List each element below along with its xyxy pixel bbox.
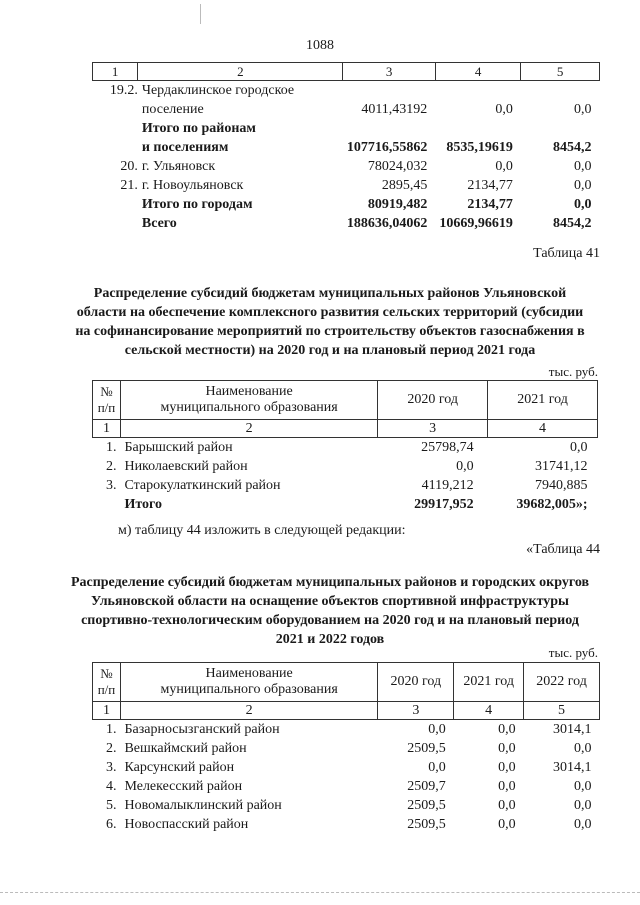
row-name-line: Всего (141, 216, 177, 231)
row-name: Новомалыклинский район (124, 798, 282, 813)
column-number-row (93, 63, 600, 81)
column-number: 5 (521, 63, 600, 81)
value-col-5: 0,0 (574, 178, 592, 193)
row-name-line: и поселениям (141, 140, 229, 155)
table-44-header-row (93, 663, 600, 702)
value-2021: 0,0 (498, 722, 516, 737)
value-2020: 2509,5 (407, 817, 446, 832)
row-name (138, 157, 343, 176)
column-number: 3 (343, 63, 436, 81)
row-number (93, 195, 138, 214)
row-number: 5. (105, 798, 117, 813)
column-number: 2 (120, 420, 377, 438)
total-row (93, 495, 598, 514)
table-row (93, 438, 598, 458)
row-number (93, 214, 138, 233)
row-name: Карсунский район (124, 760, 235, 775)
header-name (120, 381, 377, 420)
table-row (93, 176, 600, 195)
row-number: 2. (105, 741, 117, 756)
table-row (93, 796, 600, 815)
column-number: 4 (488, 420, 598, 438)
value-2020: 2509,5 (407, 741, 446, 756)
header-year-2022: 2022 год (524, 663, 600, 702)
table-41-label: Таблица 41 (533, 246, 600, 261)
table-44 (92, 662, 600, 834)
table-44-title: Распределение субсидий бюджетам муниципальных районов и городских округов Ульяновской области на оснащение объектов спортивной инфраструктуры спортивно-технологическим оборудованием на 2020 год и на плановый период 2021 и 2022 годов (70, 575, 590, 647)
row-number (93, 119, 138, 157)
row-name (138, 81, 343, 120)
table-44-label: «Таблица 44 (526, 542, 600, 557)
value-col-4: 0,0 (495, 159, 513, 174)
value-2020: 2509,7 (407, 779, 446, 794)
header-name-line: Наименование (205, 666, 293, 681)
value-2020: 0,0 (456, 459, 474, 474)
row-name-line: Чердаклинское городское (141, 83, 295, 98)
row-number: 20. (120, 159, 138, 174)
total-row (93, 119, 600, 157)
column-number: 3 (378, 420, 488, 438)
column-number: 2 (120, 702, 377, 720)
header-year-2020: 2020 год (378, 663, 454, 702)
table-41-header-row (93, 381, 598, 420)
header-no: № п/п (93, 381, 121, 420)
value-2020: 2509,5 (407, 798, 446, 813)
row-name: Мелекесский район (124, 779, 243, 794)
value-2022: 0,0 (574, 817, 592, 832)
value-col-4: 2134,77 (467, 197, 513, 212)
value-col-4: 8535,19619 (446, 140, 513, 155)
value-2021: 0,0 (498, 779, 516, 794)
value-2021: 0,0 (570, 440, 588, 455)
value-2021: 31741,12 (535, 459, 588, 474)
column-number-row (93, 420, 598, 438)
value-2020: 0,0 (428, 722, 446, 737)
value-2021: 0,0 (498, 741, 516, 756)
value-2021: 0,0 (498, 760, 516, 775)
continuation-table (92, 62, 600, 233)
value-2021: 0,0 (498, 798, 516, 813)
value-col-5: 0,0 (574, 197, 592, 212)
row-name-line: Итого по районам (141, 121, 256, 136)
row-name: Барышский район (124, 440, 233, 455)
value-col-4: 10669,96619 (439, 216, 513, 231)
header-year-2021: 2021 год (488, 381, 598, 420)
value-2022: 3014,1 (553, 722, 592, 737)
value-col-5: 0,0 (574, 102, 592, 117)
table-row (93, 815, 600, 834)
row-name (138, 195, 343, 214)
value-col-5: 0,0 (574, 159, 592, 174)
value-col-3: 188636,04062 (346, 216, 428, 231)
row-name-line: г. Ульяновск (141, 159, 216, 174)
table-41 (92, 380, 598, 514)
column-number: 1 (93, 420, 121, 438)
value-col-3: 4011,43192 (361, 102, 428, 117)
header-year-2021: 2021 год (454, 663, 524, 702)
value-2021: 7940,885 (535, 478, 588, 493)
row-number: 3. (105, 760, 117, 775)
value-col-4: 2134,77 (467, 178, 513, 193)
header-name-line: Наименование (205, 384, 293, 399)
value-col-3: 80919,482 (367, 197, 428, 212)
value-2021: 39682,005»; (516, 497, 588, 512)
column-number: 4 (435, 63, 521, 81)
value-col-5: 8454,2 (553, 140, 592, 155)
row-number: 6. (105, 817, 117, 832)
row-number: 3. (105, 478, 117, 493)
value-col-3: 107716,55862 (346, 140, 428, 155)
row-name: Базарносызганский район (124, 722, 280, 737)
table-row (93, 476, 598, 495)
table-44-units: тыс. руб. (548, 645, 598, 660)
row-number: 21. (120, 178, 138, 193)
column-number: 1 (93, 63, 138, 81)
total-row (93, 214, 600, 233)
table-row (93, 758, 600, 777)
header-name-line: муниципального образования (160, 400, 338, 415)
scan-mark (200, 4, 202, 24)
column-number-row (93, 702, 600, 720)
table-row (93, 739, 600, 758)
row-name-line: Итого по городам (141, 197, 253, 212)
value-col-5: 8454,2 (553, 216, 592, 231)
row-name: Старокулаткинский район (124, 478, 281, 493)
table-row (93, 457, 598, 476)
header-no: № п/п (93, 663, 121, 702)
row-name: Вешкаймский район (124, 741, 247, 756)
row-name: Николаевский район (124, 459, 248, 474)
value-2022: 0,0 (574, 798, 592, 813)
header-name-line: муниципального образования (160, 682, 338, 697)
table-row (93, 720, 600, 740)
amendment-paragraph: м) таблицу 44 изложить в следующей редакции: (118, 523, 406, 538)
value-2022: 0,0 (574, 741, 592, 756)
table-41-body (93, 438, 598, 515)
row-name (138, 176, 343, 195)
column-number: 2 (138, 63, 343, 81)
continuation-table-body (93, 81, 600, 234)
table-41-units: тыс. руб. (548, 364, 598, 379)
table-row (93, 81, 600, 120)
row-name: Новоспасский район (124, 817, 249, 832)
header-year-2020: 2020 год (378, 381, 488, 420)
column-number: 5 (524, 702, 600, 720)
value-2021: 0,0 (498, 817, 516, 832)
value-col-4: 0,0 (495, 102, 513, 117)
value-2020: 0,0 (428, 760, 446, 775)
table-row (93, 777, 600, 796)
row-name (138, 119, 343, 157)
row-number (93, 495, 121, 514)
column-number: 3 (378, 702, 454, 720)
table-41-title: Распределение субсидий бюджетам муниципальных районов Ульяновской области на обеспечение комплексного развития сельских территорий (субсидии на софинансирование мероприятий по строительству объектов газоснабжения в сельской местности) на 2020 год и на плановый период 2021 года (75, 286, 585, 358)
column-number: 1 (93, 702, 121, 720)
row-name (138, 214, 343, 233)
total-row (93, 195, 600, 214)
scan-edge (0, 892, 640, 894)
value-2020: 25798,74 (421, 440, 474, 455)
row-number: 1. (105, 722, 117, 737)
value-2022: 3014,1 (553, 760, 592, 775)
page-number: 1088 (306, 38, 334, 53)
row-number: 2. (105, 459, 117, 474)
row-number: 4. (105, 779, 117, 794)
table-row (93, 157, 600, 176)
row-name: Итого (124, 497, 163, 512)
row-name-line: г. Новоульяновск (141, 178, 244, 193)
row-number: 19.2. (109, 83, 138, 98)
column-number: 4 (454, 702, 524, 720)
value-col-3: 78024,032 (367, 159, 428, 174)
header-name (120, 663, 377, 702)
table-44-body (93, 720, 600, 835)
row-number: 1. (105, 440, 117, 455)
value-2020: 4119,212 (421, 478, 474, 493)
value-2020: 29917,952 (414, 497, 474, 512)
value-2022: 0,0 (574, 779, 592, 794)
row-name-line: поселение (141, 102, 204, 117)
value-col-3: 2895,45 (381, 178, 428, 193)
